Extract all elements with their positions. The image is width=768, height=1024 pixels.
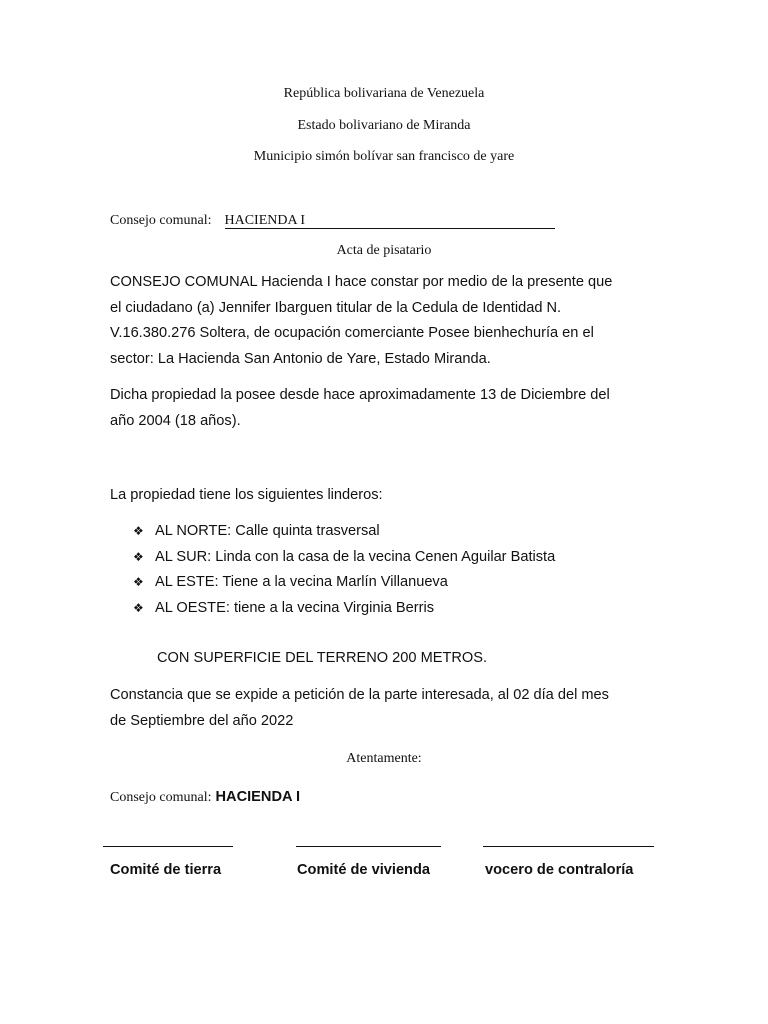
council-line (110, 213, 555, 229)
paragraph-line: año 2004 (18 años). (110, 412, 241, 429)
boundary-item-north (133, 523, 380, 539)
act-title: Acta de pisatario (336, 243, 432, 258)
signature-line-housing (296, 846, 441, 847)
boundaries-intro: La propiedad tiene los siguientes linderos: (110, 487, 383, 503)
signature-line-land (103, 846, 233, 847)
paragraph-line: el ciudadano (a) Jennifer Ibarguen titular de la Cedula de Identidad N. (110, 299, 562, 316)
paragraph-line: Constancia que se expide a petición de la parte interesada, al 02 día del mes (110, 687, 609, 703)
paragraph-issuance (110, 683, 670, 734)
boundary-text: AL NORTE: Calle quinta trasversal (155, 523, 380, 539)
paragraph-possession (110, 383, 670, 434)
boundary-text: AL ESTE: Tiene a la vecina Marlín Villanueva (155, 574, 448, 590)
diamond-bullet-icon: ❖ (133, 601, 144, 615)
boundary-item-south (133, 549, 555, 565)
footer-council-line (110, 788, 300, 806)
footer-council-name: HACIENDA I (215, 789, 301, 805)
paragraph-line: CONSEJO COMUNAL Hacienda I hace constar por medio de la presente que (110, 274, 613, 290)
paragraph-certification (110, 270, 670, 372)
signature-label-housing: Comité de vivienda (297, 862, 431, 878)
council-name: HACIENDA I (224, 213, 305, 228)
diamond-bullet-icon: ❖ (133, 524, 144, 538)
signature-label-land: Comité de tierra (110, 862, 222, 878)
header-municipality: Municipio simón bolívar san francisco de yare (253, 149, 515, 164)
header-republic: República bolivariana de Venezuela (283, 86, 485, 101)
signature-label-comptroller: vocero de contraloría (485, 862, 634, 878)
council-name-field (225, 213, 555, 229)
signature-line-comptroller (483, 846, 654, 847)
surface-statement: CON SUPERFICIE DEL TERRENO 200 METROS. (157, 650, 488, 666)
header-state: Estado bolivariano de Miranda (297, 118, 471, 133)
boundary-text: AL OESTE: tiene a la vecina Virginia Berris (155, 600, 435, 616)
boundary-item-west (133, 600, 434, 616)
paragraph-line: de Septiembre del año 2022 (110, 712, 294, 729)
paragraph-line: Dicha propiedad la posee desde hace aproximadamente 13 de Diciembre del (110, 387, 610, 403)
boundary-item-east (133, 574, 448, 590)
diamond-bullet-icon: ❖ (133, 575, 144, 589)
paragraph-line: V.16.380.276 Soltera, de ocupación comerciante Posee bienhechuría en el (110, 325, 594, 341)
boundary-text: AL SUR: Linda con la casa de la vecina Cenen Aguilar Batista (155, 549, 556, 565)
diamond-bullet-icon: ❖ (133, 550, 144, 564)
paragraph-line: sector: La Hacienda San Antonio de Yare, Estado Miranda. (110, 350, 491, 367)
council-label: Consejo comunal: (110, 213, 212, 228)
footer-council-label: Consejo comunal: (110, 790, 212, 805)
closing-salutation: Atentamente: (346, 751, 422, 766)
